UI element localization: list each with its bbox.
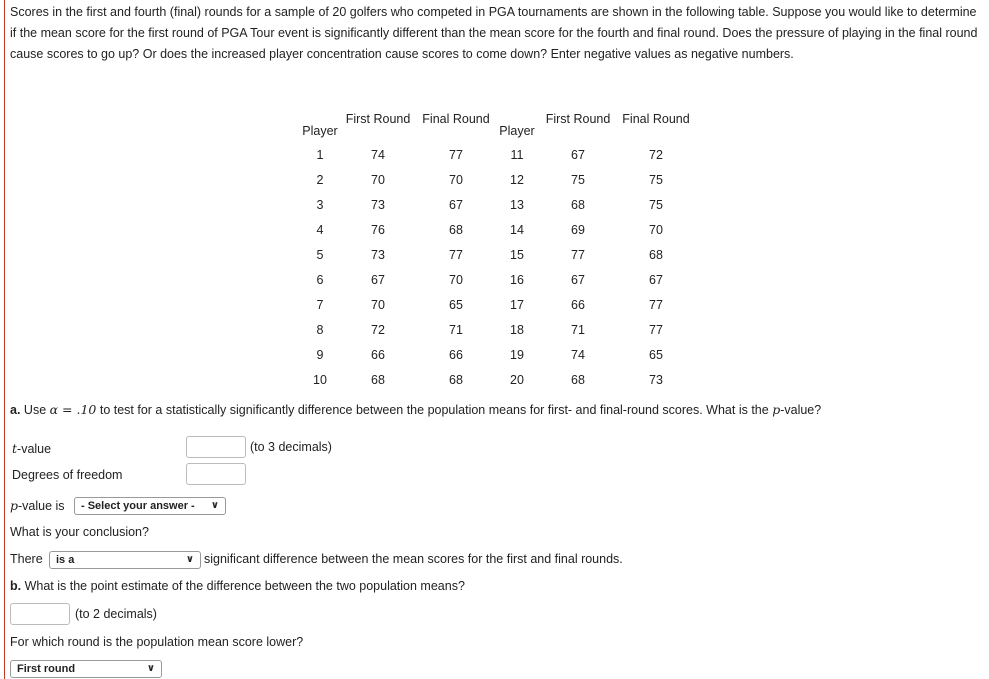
select-value: First round	[17, 663, 76, 675]
p-var: p	[10, 498, 19, 513]
part-a-question	[10, 402, 821, 417]
cell-player: 18	[510, 323, 524, 337]
cell-first-round: 74	[571, 348, 585, 362]
cell-player: 10	[313, 373, 327, 387]
problem-intro: Scores in the first and fourth (final) rounds for a sample of 20 golfers who competed in PGA tournaments are shown in the following table. Suppose you would like to determine if the mean score for the first round of PGA Tour event is significantly different than the mean score for the fourth and final round. Does the pressure of playing in the final round cause scores to go up? Or does the increased player concentration cause scores to come down? Enter negative values as negative numbers.	[10, 5, 978, 61]
p-var: p	[772, 402, 781, 417]
cell-final-round: 75	[649, 198, 663, 212]
part-b-question	[10, 579, 465, 593]
cell-final-round: 66	[449, 348, 463, 362]
cell-first-round: 66	[371, 348, 385, 362]
conclusion-select[interactable]	[49, 551, 201, 569]
part-a-label: a.	[10, 403, 21, 417]
cell-final-round: 68	[449, 223, 463, 237]
header-first-round-2: First Round	[545, 112, 611, 126]
cell-first-round: 70	[371, 173, 385, 187]
cell-first-round: 75	[571, 173, 585, 187]
cell-final-round: 77	[449, 248, 463, 262]
cell-player: 7	[316, 298, 324, 312]
cell-final-round: 77	[649, 323, 663, 337]
cell-player: 9	[316, 348, 324, 362]
cell-first-round: 77	[571, 248, 585, 262]
cell-first-round: 68	[371, 373, 385, 387]
cell-player: 8	[316, 323, 324, 337]
there-label: There	[10, 552, 43, 566]
t-value-hint: (to 3 decimals)	[250, 440, 332, 454]
point-estimate-input[interactable]	[10, 603, 70, 625]
text: to test for a statistically significantly difference between the population means for first- and final-round scores. What is the	[96, 403, 773, 417]
text: Use	[20, 403, 50, 417]
chevron-down-icon: ∨	[210, 500, 219, 511]
header-player-2: Player	[499, 124, 535, 138]
cell-final-round: 70	[449, 273, 463, 287]
p-value-select[interactable]	[74, 497, 226, 515]
t-value-label	[12, 441, 51, 456]
cell-first-round: 73	[371, 198, 385, 212]
lower-round-question: For which round is the population mean score lower?	[10, 635, 304, 649]
cell-final-round: 71	[449, 323, 463, 337]
chevron-down-icon: ∨	[185, 554, 194, 565]
conclusion-question: What is your conclusion?	[10, 525, 149, 539]
cell-first-round: 68	[571, 198, 585, 212]
lower-round-select[interactable]	[10, 660, 162, 678]
cell-player: 5	[316, 248, 324, 262]
cell-first-round: 71	[571, 323, 585, 337]
cell-player: 14	[510, 223, 524, 237]
cell-player: 6	[316, 273, 324, 287]
cell-first-round: 76	[371, 223, 385, 237]
cell-player: 20	[510, 373, 524, 387]
point-estimate-hint: (to 2 decimals)	[75, 607, 157, 621]
header-first-round: First Round	[345, 112, 411, 126]
cell-final-round: 67	[449, 198, 463, 212]
alpha-value: α = .10	[49, 402, 97, 417]
select-value: - Select your answer -	[81, 500, 195, 512]
left-border	[4, 0, 5, 679]
cell-player: 11	[510, 148, 524, 162]
cell-player: 13	[510, 198, 524, 212]
cell-player: 16	[510, 273, 524, 287]
part-b-label: b.	[10, 579, 22, 593]
cell-final-round: 72	[649, 148, 663, 162]
cell-first-round: 70	[371, 298, 385, 312]
text: -value?	[780, 403, 822, 417]
t-var: t	[12, 441, 18, 456]
cell-first-round: 67	[571, 273, 585, 287]
conclusion-suffix: significant difference between the mean scores for the first and final rounds.	[204, 552, 623, 566]
cell-final-round: 70	[649, 223, 663, 237]
cell-player: 3	[316, 198, 324, 212]
text: -value is	[18, 499, 65, 513]
cell-first-round: 69	[571, 223, 585, 237]
cell-final-round: 77	[649, 298, 663, 312]
cell-first-round: 67	[371, 273, 385, 287]
p-value-label	[10, 498, 65, 513]
cell-player: 4	[316, 223, 324, 237]
cell-player: 2	[316, 173, 324, 187]
chevron-down-icon: ∨	[146, 663, 155, 674]
cell-final-round: 65	[649, 348, 663, 362]
header-player: Player	[302, 124, 338, 138]
select-value: is a	[56, 554, 75, 566]
cell-final-round: 77	[449, 148, 463, 162]
cell-final-round: 70	[449, 173, 463, 187]
cell-final-round: 68	[449, 373, 463, 387]
cell-final-round: 73	[649, 373, 663, 387]
cell-final-round: 68	[649, 248, 663, 262]
cell-first-round: 68	[571, 373, 585, 387]
text: -value	[17, 442, 52, 456]
df-input[interactable]	[186, 463, 246, 485]
cell-first-round: 74	[371, 148, 385, 162]
cell-player: 19	[510, 348, 524, 362]
cell-first-round: 73	[371, 248, 385, 262]
cell-final-round: 67	[649, 273, 663, 287]
cell-first-round: 72	[371, 323, 385, 337]
cell-first-round: 67	[571, 148, 585, 162]
cell-player: 15	[510, 248, 524, 262]
cell-player: 17	[510, 298, 524, 312]
cell-player: 12	[510, 173, 524, 187]
header-final-round: Final Round	[422, 112, 490, 126]
header-final-round-2: Final Round	[622, 112, 690, 126]
cell-final-round: 75	[649, 173, 663, 187]
cell-player: 1	[316, 148, 324, 162]
df-label: Degrees of freedom	[12, 468, 123, 482]
cell-final-round: 65	[449, 298, 463, 312]
t-value-input[interactable]	[186, 436, 246, 458]
text: What is the point estimate of the difference between the two population means?	[21, 579, 465, 593]
cell-first-round: 66	[571, 298, 585, 312]
